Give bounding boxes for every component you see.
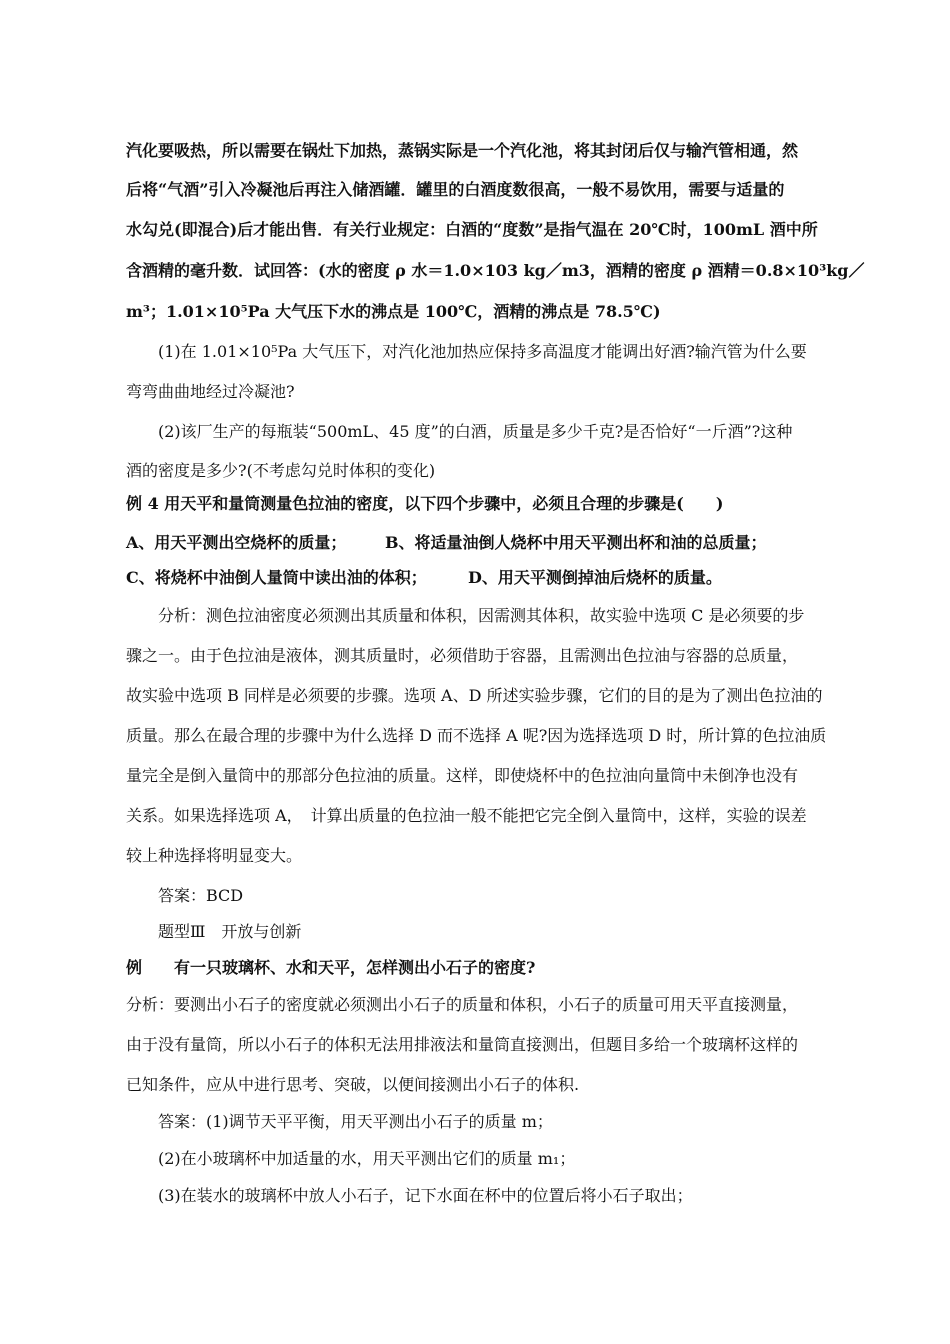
para1-line5: m³；1.01×10⁵Pa 大气压下水的沸点是 100℃，酒精的沸点是 78.5℃) — [126, 302, 661, 321]
example-4-option-c: C、将烧杯中油倒人量筒中读出油的体积； — [126, 568, 427, 587]
example-4-question: 例 4 用天平和量筒测量色拉油的密度，以下四个步骤中，必须且合理的步骤是( ) — [126, 494, 724, 513]
question-2-line1: (2)该厂生产的每瓶装“500mL、45 度”的白酒，质量是多少千克?是否恰好“一斤酒”?这种 — [158, 422, 793, 441]
answer-1: 答案：BCD — [158, 886, 244, 905]
analysis-2-line2: 由于没有量筒，所以小石子的体积无法用排液法和量筒直接测出，但题目多给一个玻璃杯这样的 — [126, 1035, 799, 1054]
analysis-1-line5: 量完全是倒入量筒中的那部分色拉油的质量。这样，即使烧杯中的色拉油向量筒中未倒净也没有 — [126, 766, 799, 785]
example-4-option-b: B、将适量油倒人烧杯中用天平测出杯和油的总质量； — [385, 533, 767, 552]
example-4-option-a: A、用天平测出空烧杯的质量； — [126, 533, 347, 552]
analysis-2-line3: 已知条件，应从中进行思考、突破，以便间接测出小石子的体积. — [126, 1075, 580, 1094]
analysis-1-line6: 关系。如果选择选项 A， 计算出质量的色拉油一般不能把它完全倒入量筒中，这样，实验的误差 — [126, 806, 807, 825]
example-4-option-d: D、用天平测倒掉油后烧杯的质量。 — [468, 568, 722, 587]
analysis-1-line7: 较上种选择将明显变大。 — [126, 846, 303, 865]
example-5-question: 例 有一只玻璃杯、水和天平，怎样测出小石子的密度? — [126, 958, 536, 977]
analysis-1-line4: 质量。那么在最合理的步骤中为什么选择 D 而不选择 A 呢?因为选择选项 D 时，所计算的色拉油质 — [126, 726, 827, 745]
question-1-line1: (1)在 1.01×10⁵Pa 大气压下，对汽化池加热应保持多高温度才能调出好酒?输汽管为什么要 — [158, 342, 807, 361]
question-1-line2: 弯弯曲曲地经过冷凝池? — [126, 382, 295, 401]
question-2-line2: 酒的密度是多少?(不考虑勾兑时体积的变化) — [126, 461, 436, 480]
answer-2-step2: (2)在小玻璃杯中加适量的水，用天平测出它们的质量 m₁； — [158, 1149, 576, 1168]
section-title: 题型Ⅲ 开放与创新 — [158, 922, 302, 941]
analysis-1-line3: 故实验中选项 B 同样是必须要的步骤。选项 A、D 所述实验步骤，它们的目的是为了测出色拉油的 — [126, 686, 823, 705]
answer-2-step1: 答案：(1)调节天平平衡，用天平测出小石子的质量 m； — [158, 1112, 553, 1131]
analysis-1-line2: 骤之一。由于色拉油是液体，测其质量时，必须借助于容器，且需测出色拉油与容器的总质量， — [126, 646, 799, 665]
analysis-1-line1: 分析：测色拉油密度必须测出其质量和体积，因需测其体积，故实验中选项 C 是必须要的步 — [158, 606, 805, 625]
para1-line1: 汽化要吸热，所以需要在锅灶下加热，蒸锅实际是一个汽化池，将其封闭后仅与输汽管相通，然 — [126, 141, 799, 160]
para1-line3: 水勾兑(即混合)后才能出售．有关行业规定：白酒的“度数”是指气温在 20℃时，100mL 酒中所 — [126, 220, 818, 239]
para1-line4: 含酒精的毫升数．试回答：(水的密度 ρ 水＝1.0×103 kg／m3，酒精的密度 ρ 酒精＝0.8×10³kg／ — [126, 261, 865, 280]
para1-line2: 后将“气酒”引入冷凝池后再注入储酒罐．罐里的白酒度数很高，一般不易饮用，需要与适量的 — [126, 180, 785, 199]
analysis-2-line1: 分析：要测出小石子的密度就必须测出小石子的质量和体积，小石子的质量可用天平直接测量， — [126, 995, 799, 1014]
answer-2-step3: (3)在装水的玻璃杯中放人小石子，记下水面在杯中的位置后将小石子取出； — [158, 1186, 693, 1205]
